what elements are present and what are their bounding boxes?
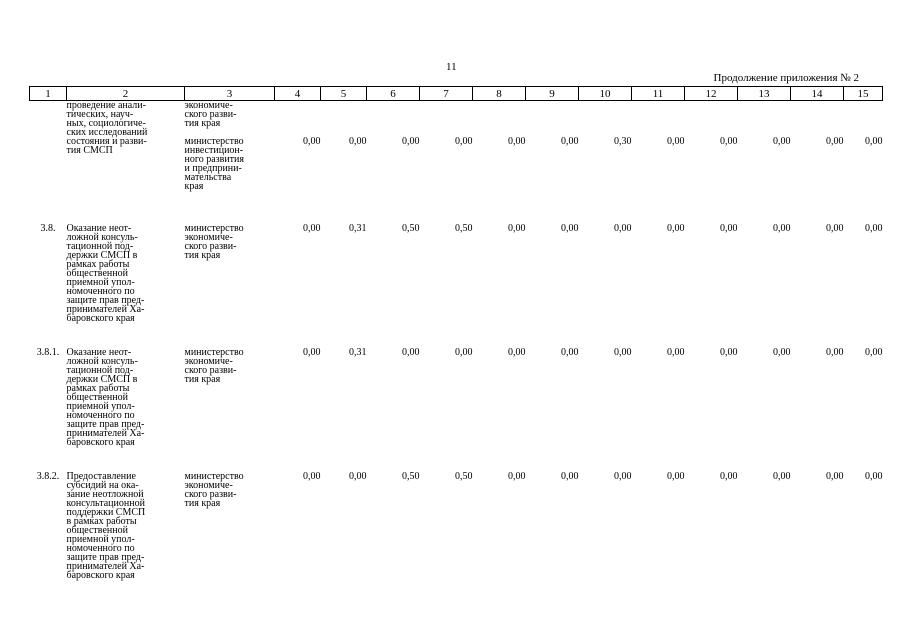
measure-name: Оказание неот- ложной консуль- тационной под- держки СМСП в рамках работы общественной приемной упол- номоченного по защите прав пред- принимателей Ха- баровского края xyxy=(66,346,145,448)
column-header: 13 xyxy=(738,87,791,101)
funding-value: 0,00 xyxy=(303,346,321,358)
column-header: 9 xyxy=(526,87,579,101)
executor-name: министерство инвестицион- ного развития и предприни- мательства края xyxy=(184,136,244,192)
funding-value: 0,00 xyxy=(667,136,685,147)
funding-value: 0,00 xyxy=(826,136,844,147)
funding-value: 0,31 xyxy=(349,222,367,234)
funding-value: 0,00 xyxy=(826,346,844,358)
column-header: 11 xyxy=(632,87,685,101)
funding-value: 0,00 xyxy=(773,470,791,482)
funding-value: 0,50 xyxy=(455,470,473,482)
executor-name: экономиче- ского разви- тия края xyxy=(184,100,237,129)
row-number: 3.8.2. xyxy=(36,470,60,482)
row-number: 3.8.1. xyxy=(36,346,60,358)
table-row xyxy=(30,472,883,607)
funding-value: 0,00 xyxy=(826,470,844,482)
column-header: 10 xyxy=(579,87,632,101)
funding-value: 0,00 xyxy=(303,470,321,482)
funding-value: 0,00 xyxy=(402,136,420,147)
funding-value: 0,00 xyxy=(720,222,738,234)
funding-value: 0,00 xyxy=(561,222,579,234)
funding-value: 0,00 xyxy=(508,470,526,482)
executor-cell xyxy=(185,101,275,224)
column-header: 7 xyxy=(420,87,473,101)
executor-cell xyxy=(185,472,275,607)
row-number xyxy=(30,101,67,224)
measure-name: Оказание неот- ложной консуль- тационной под- держки СМСП в рамках работы общественной приемной упол- номоченного по защите прав пред- принимателей Ха- баровского края xyxy=(66,222,145,324)
row-number: 3.8. xyxy=(40,222,56,234)
funding-value: 0,00 xyxy=(508,346,526,358)
funding-value: 0,30 xyxy=(614,136,632,147)
funding-value: 0,00 xyxy=(720,470,738,482)
table-row xyxy=(30,224,883,348)
funding-value: 0,00 xyxy=(773,136,791,147)
funding-value: 0,00 xyxy=(773,222,791,234)
funding-value: 0,00 xyxy=(349,136,367,147)
funding-value: 0,00 xyxy=(667,222,685,234)
funding-value: 0,00 xyxy=(865,136,883,147)
table-row xyxy=(30,348,883,472)
continuation-caption: Продолжение приложения № 2 xyxy=(713,72,859,84)
funding-value: 0,00 xyxy=(561,136,579,147)
executor-name: министерство экономиче- ского разви- тия края xyxy=(184,222,244,261)
funding-value: 0,00 xyxy=(614,222,632,234)
table-header-row xyxy=(30,87,883,101)
executor-name: министерство экономиче- ского разви- тия края xyxy=(184,470,244,509)
table-body xyxy=(30,101,883,607)
funding-value: 0,00 xyxy=(303,136,321,147)
measure-name: Предоставление субсидий на ока- зание неотложной консультационной поддержки СМСП в рамках работы общественной приемной упол- номоченного по защите прав пред- принимателей Ха- баровского края xyxy=(66,470,146,581)
column-header: 15 xyxy=(844,87,883,101)
funding-value: 0,00 xyxy=(826,222,844,234)
column-header: 8 xyxy=(473,87,526,101)
funding-value: 0,00 xyxy=(865,346,883,358)
funding-value: 0,50 xyxy=(402,222,420,234)
funding-value: 0,00 xyxy=(402,346,420,358)
executor-cell xyxy=(185,224,275,348)
funding-value: 0,00 xyxy=(614,346,632,358)
funding-value: 0,00 xyxy=(508,222,526,234)
page-number: 11 xyxy=(446,61,457,73)
measure-name: проведение анали- тических, науч- ных, социологиче- ских исследований состояния и разви- тия СМСП xyxy=(66,100,148,156)
column-header: 4 xyxy=(275,87,321,101)
funding-value: 0,00 xyxy=(561,346,579,358)
column-header: 12 xyxy=(685,87,738,101)
funding-value: 0,31 xyxy=(349,346,367,358)
funding-value: 0,00 xyxy=(508,136,526,147)
funding-value: 0,00 xyxy=(667,346,685,358)
funding-value: 0,00 xyxy=(865,222,883,234)
column-header: 2 xyxy=(67,87,185,101)
column-header: 1 xyxy=(30,87,67,101)
table-row xyxy=(30,101,883,224)
funding-value: 0,50 xyxy=(455,222,473,234)
funding-value: 0,00 xyxy=(720,136,738,147)
funding-value: 0,00 xyxy=(455,346,473,358)
funding-value: 0,00 xyxy=(773,346,791,358)
executor-cell xyxy=(185,348,275,472)
funding-value: 0,00 xyxy=(561,470,579,482)
funding-value: 0,00 xyxy=(349,470,367,482)
funding-value: 0,00 xyxy=(667,470,685,482)
funding-value: 0,00 xyxy=(614,470,632,482)
funding-value: 0,00 xyxy=(455,136,473,147)
column-header: 14 xyxy=(791,87,844,101)
column-header: 3 xyxy=(185,87,275,101)
column-header: 5 xyxy=(321,87,367,101)
funding-value: 0,00 xyxy=(720,346,738,358)
funding-value: 0,00 xyxy=(303,222,321,234)
appendix-table xyxy=(29,86,883,607)
executor-name: министерство экономиче- ского разви- тия края xyxy=(184,346,244,385)
funding-value: 0,50 xyxy=(402,470,420,482)
column-header: 6 xyxy=(367,87,420,101)
funding-value: 0,00 xyxy=(865,470,883,482)
